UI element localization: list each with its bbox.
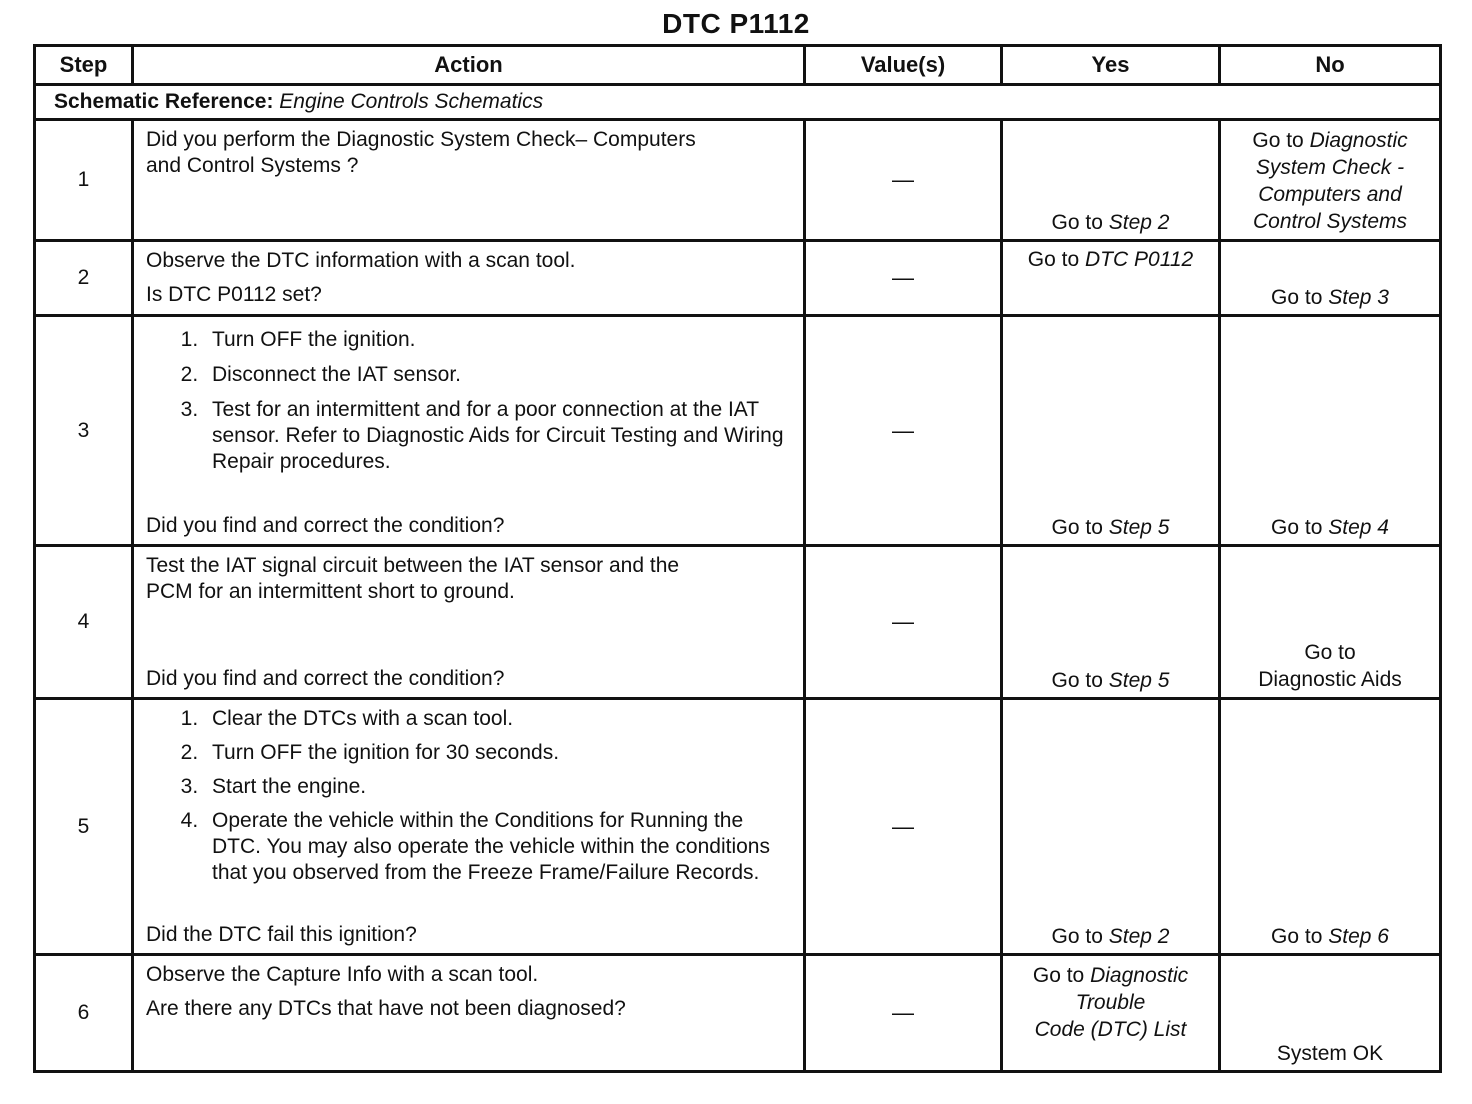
action-question: Is DTC P0112 set?	[146, 283, 322, 306]
list-item: 3. Start the engine.	[204, 774, 791, 800]
diagnostic-system-check-link[interactable]: System Check -	[1255, 156, 1405, 179]
schematic-link[interactable]: Engine Controls Schematics	[279, 90, 544, 113]
dtc-list-link[interactable]: Code (DTC) List	[1034, 1018, 1187, 1041]
step-number: 4	[35, 546, 133, 699]
step-action	[133, 120, 805, 241]
step-yes	[1002, 120, 1220, 241]
go-to-text: Go to	[1027, 248, 1080, 271]
header-row	[35, 46, 1441, 85]
action-question: Did the DTC fail this ignition?	[146, 923, 417, 946]
action-list	[146, 706, 791, 886]
step-5-link[interactable]: Step 5	[1108, 669, 1170, 692]
step-3-link[interactable]: Step 3	[1328, 286, 1389, 309]
step-action	[133, 699, 805, 955]
step-value: —	[805, 699, 1002, 955]
step-value: —	[805, 546, 1002, 699]
go-to-text: Go to	[1271, 925, 1323, 948]
step-4-link[interactable]: Step 4	[1328, 516, 1389, 539]
dtc-table	[33, 44, 1442, 1073]
step-yes	[1002, 699, 1220, 955]
step-5-link[interactable]: Step 5	[1108, 516, 1170, 539]
step-6-link[interactable]: Step 6	[1328, 925, 1389, 948]
step-number: 1	[35, 120, 133, 241]
action-line: Did you perform the Diagnostic System Check– Computers	[146, 128, 696, 151]
step-row-2	[35, 241, 1441, 316]
go-to-text: Go to	[1032, 964, 1085, 987]
step-value: —	[805, 955, 1002, 1072]
action-line: PCM for an intermittent short to ground.	[146, 580, 515, 603]
action-line: and Control Systems ?	[146, 154, 359, 177]
action-line: Observe the DTC information with a scan tool.	[146, 249, 576, 272]
go-to-text: Go to	[1304, 641, 1356, 664]
step-no	[1220, 241, 1441, 316]
step-row-6	[35, 955, 1441, 1072]
page-title: DTC P1112	[662, 8, 810, 39]
step-2-link[interactable]: Step 2	[1108, 211, 1170, 234]
step-no	[1220, 546, 1441, 699]
go-to-text: Go to	[1051, 925, 1103, 948]
list-item: 3. Test for an intermittent and for a poor connection at the IAT sensor. Refer to Diagnostic Aids for Circuit Testing and Wiring Repair procedures.	[204, 397, 791, 475]
step-no	[1220, 699, 1441, 955]
header-values: Value(s)	[805, 46, 1002, 85]
step-row-5	[35, 699, 1441, 955]
action-question: Did you find and correct the condition?	[146, 514, 505, 537]
step-value: —	[805, 241, 1002, 316]
step-action	[133, 546, 805, 699]
header-no: No	[1220, 46, 1441, 85]
header-action: Action	[133, 46, 805, 85]
schematic-row	[35, 85, 1441, 120]
step-no	[1220, 955, 1441, 1072]
list-item: 1. Clear the DTCs with a scan tool.	[204, 706, 791, 732]
go-to-text: Go to	[1271, 516, 1323, 539]
action-question: Are there any DTCs that have not been diagnosed?	[146, 997, 626, 1020]
system-ok-text: System OK	[1276, 1042, 1384, 1065]
step-row-3	[35, 316, 1441, 546]
go-to-text: Go to	[1051, 669, 1103, 692]
go-to-text: Go to	[1051, 516, 1103, 539]
list-item: 2. Disconnect the IAT sensor.	[204, 362, 791, 388]
schematic-label: Schematic Reference:	[54, 90, 274, 113]
step-yes	[1002, 955, 1220, 1072]
dtc-list-link[interactable]: Trouble	[1075, 991, 1146, 1014]
dtc-list-link[interactable]: Diagnostic	[1090, 964, 1189, 987]
step-number: 6	[35, 955, 133, 1072]
schematic-reference	[35, 85, 1441, 120]
step-yes	[1002, 546, 1220, 699]
step-yes	[1002, 316, 1220, 546]
diagnostic-system-check-link[interactable]: Diagnostic	[1309, 129, 1408, 152]
step-no	[1220, 316, 1441, 546]
diagnostic-system-check-link[interactable]: Control Systems	[1252, 210, 1408, 233]
action-line: Observe the Capture Info with a scan tool.	[146, 963, 539, 986]
go-to-text: Go to	[1271, 286, 1323, 309]
list-item: 1. Turn OFF the ignition.	[204, 327, 791, 353]
step-2-link[interactable]: Step 2	[1108, 925, 1170, 948]
list-item: 4. Operate the vehicle within the Conditions for Running the DTC. You may also operate the vehicle within the conditions that you observed from the Freeze Frame/Failure Records.	[204, 808, 791, 886]
step-no	[1220, 120, 1441, 241]
go-to-text: Go to	[1051, 211, 1103, 234]
step-row-4	[35, 546, 1441, 699]
step-action	[133, 316, 805, 546]
step-number: 5	[35, 699, 133, 955]
step-action	[133, 241, 805, 316]
step-value: —	[805, 316, 1002, 546]
step-number: 3	[35, 316, 133, 546]
diagnostic-aids-link[interactable]: Diagnostic Aids	[1258, 668, 1402, 691]
action-list	[146, 327, 791, 475]
action-question: Did you find and correct the condition?	[146, 667, 505, 690]
go-to-text: Go to	[1252, 129, 1304, 152]
header-step: Step	[35, 46, 133, 85]
action-line: Test the IAT signal circuit between the IAT sensor and the	[146, 554, 680, 577]
step-yes	[1002, 241, 1220, 316]
step-number: 2	[35, 241, 133, 316]
diagnostic-system-check-link[interactable]: Computers and	[1258, 183, 1402, 206]
step-action	[133, 955, 805, 1072]
step-value: —	[805, 120, 1002, 241]
list-item: 2. Turn OFF the ignition for 30 seconds.	[204, 740, 791, 766]
dtc-p0112-link[interactable]: DTC P0112	[1085, 248, 1194, 271]
step-row-1	[35, 120, 1441, 241]
header-yes: Yes	[1002, 46, 1220, 85]
